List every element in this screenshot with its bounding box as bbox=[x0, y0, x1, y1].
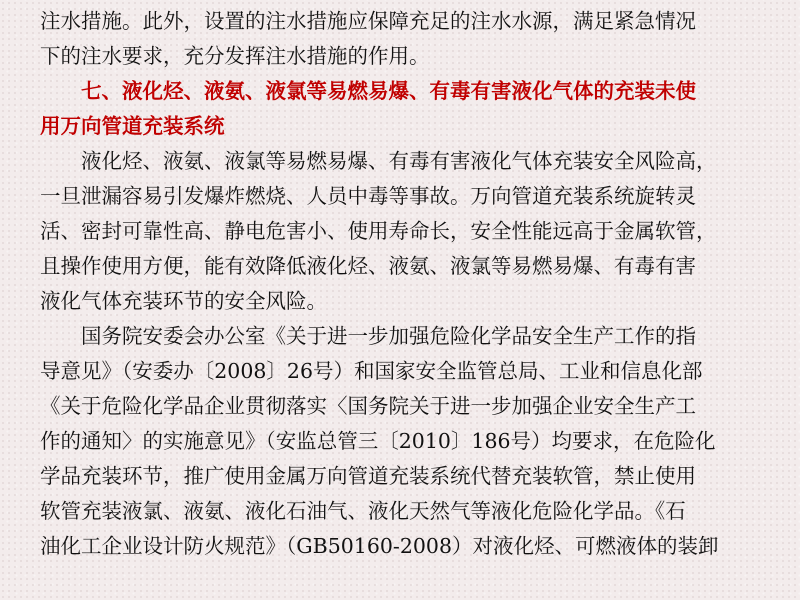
text-line: 国务院安委会办公室《关于进一步加强危险化学品安全生产工作的指 bbox=[81, 324, 696, 348]
text-line: 注水措施。此外，设置的注水措施应保障充足的注水水源，满足紧急情况 bbox=[40, 9, 696, 33]
text-line: 活、密封可靠性高、静电危害小、使用寿命长，安全性能远高于金属软管， bbox=[40, 219, 717, 243]
text-line: 作的通知〉的实施意见》（安监总管三〔2010〕186号）均要求，在危险化 bbox=[40, 429, 716, 453]
paragraph-regulations bbox=[40, 319, 792, 564]
text-line: 《关于危险化学品企业贯彻落实〈国务院关于进一步加强企业安全生产工 bbox=[40, 394, 696, 418]
text-line: 液化烃、液氨、液氯等易燃易爆、有毒有害液化气体充装安全风险高， bbox=[81, 149, 717, 173]
paragraph-risk-description bbox=[40, 144, 792, 319]
text-line: 下的注水要求，充分发挥注水措施的作用。 bbox=[40, 44, 430, 68]
section-heading-7 bbox=[40, 74, 792, 144]
text-line: 一旦泄漏容易引发爆炸燃烧、人员中毒等事故。万向管道充装系统旋转灵 bbox=[40, 184, 696, 208]
heading-line: 用万向管道充装系统 bbox=[40, 114, 225, 138]
paragraph-water-injection bbox=[40, 4, 792, 74]
text-line: 且操作使用方便，能有效降低液化烃、液氨、液氯等易燃易爆、有毒有害 bbox=[40, 254, 696, 278]
text-line: 软管充装液氯、液氨、液化石油气、液化天然气等液化危险化学品。《石 bbox=[40, 499, 686, 523]
text-line: 液化气体充装环节的安全风险。 bbox=[40, 289, 327, 313]
text-line: 导意见》（安委办〔2008〕26号）和国家安全监管总局、工业和信息化部 bbox=[40, 359, 703, 383]
text-line: 学品充装环节，推广使用金属万向管道充装系统代替充装软管，禁止使用 bbox=[40, 464, 696, 488]
heading-line: 七、液化烃、液氨、液氯等易燃易爆、有毒有害液化气体的充装未使 bbox=[81, 79, 696, 103]
text-line: 油化工企业设计防火规范》（GB50160-2008）对液化烃、可燃液体的装卸 bbox=[40, 534, 719, 558]
